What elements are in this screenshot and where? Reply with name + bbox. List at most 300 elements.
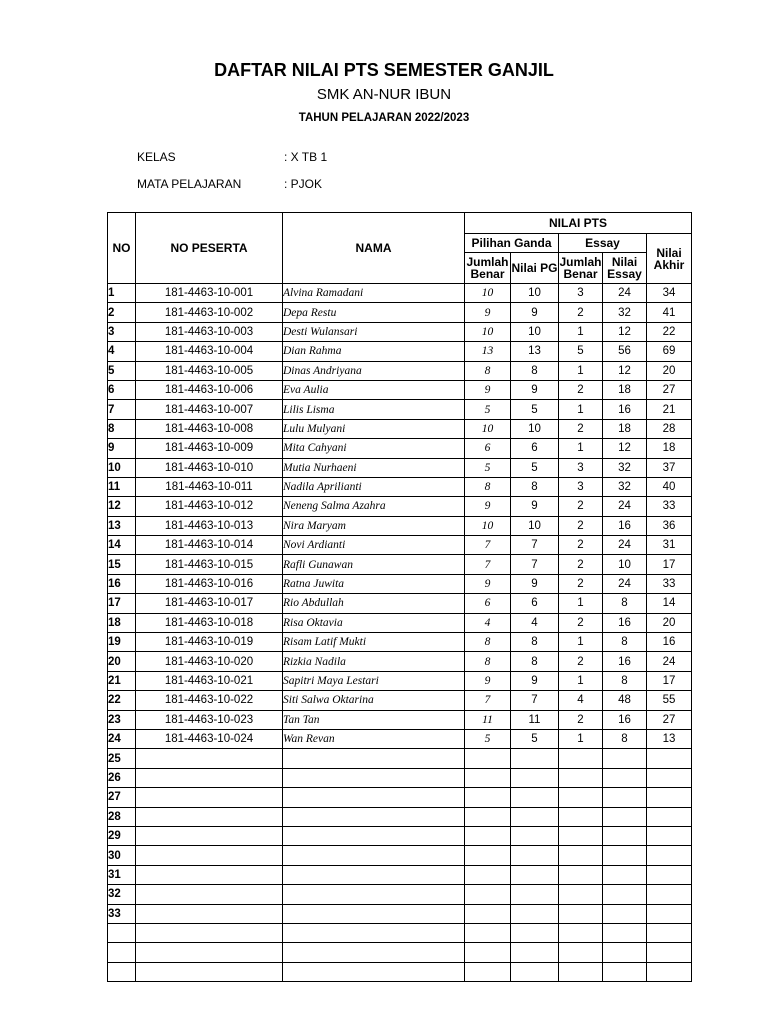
cell-pg-jumlah-benar: [465, 865, 511, 884]
cell-pg-jumlah-benar: [465, 885, 511, 904]
cell-nilai-essay: 56: [603, 342, 647, 361]
cell-nilai-pg: [511, 885, 559, 904]
table-row: [108, 458, 692, 477]
cell-pg-jumlah-benar: 13: [465, 342, 511, 361]
cell-nilai-essay: [603, 865, 647, 884]
mapel-label: MATA PELAJARAN: [137, 177, 242, 191]
cell-nilai-akhir: 34: [647, 284, 692, 303]
cell-no-peserta: 181-4463-10-022: [136, 691, 283, 710]
table-row: [108, 419, 692, 438]
cell-essay-jumlah-benar: [559, 885, 603, 904]
table-row: [108, 729, 692, 748]
cell-no-peserta: 181-4463-10-021: [136, 671, 283, 690]
cell-nilai-pg: [511, 865, 559, 884]
cell-essay-jumlah-benar: 2: [559, 574, 603, 593]
cell-nilai-essay: [603, 962, 647, 981]
cell-no-peserta: 181-4463-10-018: [136, 613, 283, 632]
cell-essay-jumlah-benar: 1: [559, 633, 603, 652]
cell-nilai-essay: 16: [603, 652, 647, 671]
cell-nilai-essay: [603, 807, 647, 826]
cell-nilai-pg: 6: [511, 594, 559, 613]
cell-nilai-akhir: [647, 904, 692, 923]
cell-essay-jumlah-benar: [559, 865, 603, 884]
cell-nilai-essay: [603, 749, 647, 768]
cell-pg-jumlah-benar: 9: [465, 303, 511, 322]
cell-nama: Nira Maryam: [283, 516, 465, 535]
cell-no-peserta: 181-4463-10-006: [136, 380, 283, 399]
grades-table: [107, 212, 692, 982]
cell-no: 32: [108, 885, 136, 904]
header-nilai-akhir: [647, 234, 692, 284]
cell-no-peserta: 181-4463-10-020: [136, 652, 283, 671]
cell-no: 18: [108, 613, 136, 632]
cell-nama: [283, 865, 465, 884]
cell-essay-jumlah-benar: 3: [559, 458, 603, 477]
school-name: SMK AN-NUR IBUN: [316, 86, 452, 103]
cell-nilai-akhir: 17: [647, 671, 692, 690]
table-row: [108, 846, 692, 865]
table-row: [108, 788, 692, 807]
cell-nama: Novi Ardianti: [283, 536, 465, 555]
cell-pg-jumlah-benar: 9: [465, 671, 511, 690]
cell-no: 10: [108, 458, 136, 477]
header-essay-jumlah-line1: Jumlah: [559, 255, 602, 269]
cell-no: 3: [108, 322, 136, 341]
cell-nilai-akhir: [647, 885, 692, 904]
cell-nilai-pg: 8: [511, 633, 559, 652]
cell-nama: [283, 943, 465, 962]
cell-nilai-essay: 8: [603, 633, 647, 652]
table-row: [108, 865, 692, 884]
cell-nilai-akhir: 31: [647, 536, 692, 555]
cell-nama: [283, 846, 465, 865]
cell-pg-jumlah-benar: 10: [465, 284, 511, 303]
table-row: [108, 613, 692, 632]
cell-essay-jumlah-benar: [559, 788, 603, 807]
cell-essay-jumlah-benar: 2: [559, 303, 603, 322]
cell-no: 33: [108, 904, 136, 923]
cell-nilai-pg: 8: [511, 477, 559, 496]
cell-nama: Sapitri Maya Lestari: [283, 671, 465, 690]
cell-nilai-pg: 13: [511, 342, 559, 361]
cell-nilai-pg: 7: [511, 555, 559, 574]
cell-no: 28: [108, 807, 136, 826]
cell-nama: Dinas Andriyana: [283, 361, 465, 380]
header-no-peserta: NO PESERTA: [136, 213, 283, 284]
table-row: [108, 594, 692, 613]
cell-nilai-essay: 18: [603, 419, 647, 438]
cell-essay-jumlah-benar: 2: [559, 497, 603, 516]
cell-no-peserta: 181-4463-10-002: [136, 303, 283, 322]
header-nilai-pg: Nilai PG: [511, 253, 559, 284]
cell-essay-jumlah-benar: 2: [559, 652, 603, 671]
cell-no-peserta: 181-4463-10-019: [136, 633, 283, 652]
header-essay-jumlah-line2: Benar: [563, 267, 598, 281]
cell-pg-jumlah-benar: 8: [465, 633, 511, 652]
cell-no: 4: [108, 342, 136, 361]
cell-nama: Tan Tan: [283, 710, 465, 729]
cell-no-peserta: 181-4463-10-008: [136, 419, 283, 438]
cell-nilai-pg: 10: [511, 516, 559, 535]
cell-no: 30: [108, 846, 136, 865]
cell-nilai-akhir: 40: [647, 477, 692, 496]
table-row: [108, 962, 692, 981]
cell-nilai-akhir: 18: [647, 439, 692, 458]
cell-no: 23: [108, 710, 136, 729]
cell-nilai-akhir: [647, 865, 692, 884]
cell-no-peserta: 181-4463-10-017: [136, 594, 283, 613]
table-row: [108, 574, 692, 593]
cell-nilai-essay: 8: [603, 729, 647, 748]
cell-nilai-pg: 11: [511, 710, 559, 729]
cell-pg-jumlah-benar: [465, 788, 511, 807]
cell-nilai-essay: 12: [603, 361, 647, 380]
table-row: [108, 516, 692, 535]
cell-pg-jumlah-benar: 11: [465, 710, 511, 729]
kelas-label: KELAS: [137, 150, 176, 164]
header-nilai-essay-line2: Essay: [607, 267, 642, 281]
cell-pg-jumlah-benar: 9: [465, 380, 511, 399]
cell-essay-jumlah-benar: [559, 768, 603, 787]
cell-pg-jumlah-benar: [465, 962, 511, 981]
cell-nilai-akhir: [647, 943, 692, 962]
cell-nilai-essay: [603, 846, 647, 865]
cell-pg-jumlah-benar: 5: [465, 729, 511, 748]
cell-nilai-essay: [603, 788, 647, 807]
table-row: [108, 342, 692, 361]
cell-nama: Mita Cahyani: [283, 439, 465, 458]
cell-nilai-essay: 16: [603, 400, 647, 419]
cell-no: 13: [108, 516, 136, 535]
table-row: [108, 439, 692, 458]
cell-essay-jumlah-benar: [559, 749, 603, 768]
table-row: [108, 904, 692, 923]
table-row: [108, 633, 692, 652]
cell-pg-jumlah-benar: 6: [465, 439, 511, 458]
cell-nama: [283, 807, 465, 826]
cell-nilai-essay: [603, 943, 647, 962]
cell-pg-jumlah-benar: 5: [465, 458, 511, 477]
cell-nilai-akhir: [647, 846, 692, 865]
cell-essay-jumlah-benar: [559, 923, 603, 942]
cell-nilai-essay: 16: [603, 613, 647, 632]
cell-pg-jumlah-benar: 8: [465, 361, 511, 380]
cell-nilai-pg: [511, 807, 559, 826]
cell-pg-jumlah-benar: [465, 943, 511, 962]
cell-nilai-akhir: 16: [647, 633, 692, 652]
table-row: [108, 477, 692, 496]
cell-nilai-pg: 9: [511, 671, 559, 690]
cell-no: 7: [108, 400, 136, 419]
cell-essay-jumlah-benar: 3: [559, 477, 603, 496]
cell-nilai-essay: 18: [603, 380, 647, 399]
cell-nilai-akhir: [647, 749, 692, 768]
cell-essay-jumlah-benar: 1: [559, 400, 603, 419]
cell-no-peserta: [136, 904, 283, 923]
cell-nilai-pg: 4: [511, 613, 559, 632]
cell-no-peserta: [136, 826, 283, 845]
cell-no: 24: [108, 729, 136, 748]
header-pg-jumlah-line1: Jumlah: [466, 255, 509, 269]
cell-nilai-akhir: 28: [647, 419, 692, 438]
cell-no: 2: [108, 303, 136, 322]
cell-nama: [283, 885, 465, 904]
header-nama: NAMA: [283, 213, 465, 284]
cell-no-peserta: 181-4463-10-003: [136, 322, 283, 341]
cell-nama: Wan Revan: [283, 729, 465, 748]
cell-nilai-pg: 10: [511, 284, 559, 303]
cell-nilai-pg: [511, 846, 559, 865]
cell-nama: [283, 962, 465, 981]
cell-no-peserta: [136, 943, 283, 962]
cell-nama: [283, 749, 465, 768]
cell-nilai-akhir: 27: [647, 710, 692, 729]
cell-nilai-akhir: 14: [647, 594, 692, 613]
cell-no: 6: [108, 380, 136, 399]
cell-pg-jumlah-benar: [465, 846, 511, 865]
cell-nama: Lulu Mulyani: [283, 419, 465, 438]
cell-nilai-essay: 24: [603, 536, 647, 555]
cell-no: 26: [108, 768, 136, 787]
cell-pg-jumlah-benar: 8: [465, 477, 511, 496]
cell-nilai-akhir: 27: [647, 380, 692, 399]
cell-nama: [283, 788, 465, 807]
cell-nama: Alvina Ramadani: [283, 284, 465, 303]
cell-essay-jumlah-benar: 2: [559, 710, 603, 729]
cell-nilai-essay: 12: [603, 322, 647, 341]
cell-essay-jumlah-benar: 1: [559, 594, 603, 613]
cell-pg-jumlah-benar: [465, 923, 511, 942]
cell-pg-jumlah-benar: 9: [465, 497, 511, 516]
cell-no: [108, 943, 136, 962]
cell-no: 21: [108, 671, 136, 690]
cell-nilai-essay: 32: [603, 303, 647, 322]
table-row: [108, 361, 692, 380]
header-nilai-essay: [603, 253, 647, 284]
academic-year: TAHUN PELAJARAN 2022/2023: [298, 112, 470, 124]
cell-pg-jumlah-benar: [465, 826, 511, 845]
cell-essay-jumlah-benar: [559, 904, 603, 923]
table-row: [108, 885, 692, 904]
cell-nilai-essay: 10: [603, 555, 647, 574]
cell-pg-jumlah-benar: 10: [465, 516, 511, 535]
table-row: [108, 497, 692, 516]
cell-nilai-akhir: 21: [647, 400, 692, 419]
mapel-value: : PJOK: [284, 177, 323, 191]
cell-essay-jumlah-benar: [559, 846, 603, 865]
cell-no: 20: [108, 652, 136, 671]
cell-pg-jumlah-benar: 7: [465, 555, 511, 574]
cell-no: 25: [108, 749, 136, 768]
cell-no: 12: [108, 497, 136, 516]
table-row: [108, 400, 692, 419]
cell-pg-jumlah-benar: 9: [465, 574, 511, 593]
cell-nilai-pg: 8: [511, 361, 559, 380]
cell-nama: Risam Latif Mukti: [283, 633, 465, 652]
cell-nilai-pg: 10: [511, 322, 559, 341]
cell-nilai-pg: [511, 826, 559, 845]
cell-no: 9: [108, 439, 136, 458]
page-title: DAFTAR NILAI PTS SEMESTER GANJIL: [214, 60, 554, 80]
table-row: [108, 303, 692, 322]
cell-no-peserta: 181-4463-10-011: [136, 477, 283, 496]
cell-nilai-pg: 5: [511, 400, 559, 419]
header-nilai-essay-line1: Nilai: [611, 255, 638, 269]
cell-nilai-akhir: 41: [647, 303, 692, 322]
cell-pg-jumlah-benar: 5: [465, 400, 511, 419]
cell-nama: Lilis Lisma: [283, 400, 465, 419]
cell-nilai-akhir: 17: [647, 555, 692, 574]
cell-nama: [283, 904, 465, 923]
cell-pg-jumlah-benar: 6: [465, 594, 511, 613]
cell-no-peserta: [136, 885, 283, 904]
cell-nilai-akhir: 20: [647, 361, 692, 380]
cell-essay-jumlah-benar: 2: [559, 516, 603, 535]
cell-essay-jumlah-benar: [559, 807, 603, 826]
cell-no: 19: [108, 633, 136, 652]
cell-nama: Depa Restu: [283, 303, 465, 322]
cell-no: [108, 962, 136, 981]
cell-nilai-pg: 8: [511, 652, 559, 671]
cell-nilai-essay: 32: [603, 458, 647, 477]
cell-essay-jumlah-benar: 1: [559, 361, 603, 380]
cell-no-peserta: [136, 923, 283, 942]
cell-essay-jumlah-benar: [559, 826, 603, 845]
grades-table-body: [108, 284, 692, 982]
cell-pg-jumlah-benar: 10: [465, 419, 511, 438]
kelas-value: : X TB 1: [284, 150, 328, 164]
cell-no-peserta: 181-4463-10-024: [136, 729, 283, 748]
cell-no: 31: [108, 865, 136, 884]
cell-nilai-pg: [511, 923, 559, 942]
cell-essay-jumlah-benar: 2: [559, 380, 603, 399]
cell-no-peserta: [136, 865, 283, 884]
cell-nama: [283, 923, 465, 942]
cell-nilai-essay: [603, 768, 647, 787]
cell-no-peserta: [136, 749, 283, 768]
cell-essay-jumlah-benar: [559, 943, 603, 962]
header-nilai-akhir-line1: Nilai: [656, 245, 682, 260]
table-row: [108, 749, 692, 768]
cell-no: 11: [108, 477, 136, 496]
header-pilihan-ganda: Pilihan Ganda: [465, 234, 559, 253]
cell-essay-jumlah-benar: 5: [559, 342, 603, 361]
cell-no: 29: [108, 826, 136, 845]
cell-nilai-pg: 7: [511, 536, 559, 555]
cell-nilai-akhir: 13: [647, 729, 692, 748]
cell-nilai-pg: [511, 749, 559, 768]
cell-essay-jumlah-benar: 2: [559, 419, 603, 438]
cell-nama: Rio Abdullah: [283, 594, 465, 613]
cell-essay-jumlah-benar: 1: [559, 729, 603, 748]
cell-pg-jumlah-benar: [465, 904, 511, 923]
table-row: [108, 826, 692, 845]
table-row: [108, 380, 692, 399]
header-nilai-pts: NILAI PTS: [465, 213, 692, 234]
cell-nilai-akhir: [647, 923, 692, 942]
cell-no-peserta: [136, 788, 283, 807]
cell-nilai-essay: 24: [603, 574, 647, 593]
cell-pg-jumlah-benar: 10: [465, 322, 511, 341]
cell-nilai-essay: 16: [603, 516, 647, 535]
cell-nilai-pg: 5: [511, 729, 559, 748]
cell-nilai-pg: [511, 943, 559, 962]
cell-nilai-essay: [603, 826, 647, 845]
cell-nilai-essay: 16: [603, 710, 647, 729]
cell-nama: Neneng Salma Azahra: [283, 497, 465, 516]
cell-nilai-akhir: 20: [647, 613, 692, 632]
cell-nilai-essay: 8: [603, 594, 647, 613]
cell-nilai-pg: 7: [511, 691, 559, 710]
cell-nama: Rizkia Nadila: [283, 652, 465, 671]
table-row: [108, 284, 692, 303]
cell-nilai-akhir: 69: [647, 342, 692, 361]
cell-nilai-pg: 6: [511, 439, 559, 458]
table-row: [108, 652, 692, 671]
header-pg-jumlah-benar: [465, 253, 511, 284]
cell-essay-jumlah-benar: 2: [559, 613, 603, 632]
cell-nilai-essay: 8: [603, 671, 647, 690]
cell-essay-jumlah-benar: 1: [559, 322, 603, 341]
cell-no: 17: [108, 594, 136, 613]
header-pg-jumlah-line2: Benar: [470, 267, 505, 281]
cell-nilai-pg: 9: [511, 380, 559, 399]
cell-no: 16: [108, 574, 136, 593]
cell-nilai-pg: [511, 904, 559, 923]
cell-nilai-akhir: 37: [647, 458, 692, 477]
header-essay-jumlah-benar: [559, 253, 603, 284]
cell-pg-jumlah-benar: 4: [465, 613, 511, 632]
table-row: [108, 768, 692, 787]
cell-nilai-akhir: 22: [647, 322, 692, 341]
table-row: [108, 943, 692, 962]
cell-pg-jumlah-benar: 8: [465, 652, 511, 671]
cell-nilai-pg: [511, 768, 559, 787]
header-no: NO: [108, 213, 136, 284]
table-row: [108, 322, 692, 341]
cell-no-peserta: 181-4463-10-007: [136, 400, 283, 419]
header-essay: Essay: [559, 234, 647, 253]
cell-no-peserta: [136, 768, 283, 787]
cell-nilai-akhir: 33: [647, 497, 692, 516]
cell-essay-jumlah-benar: 2: [559, 555, 603, 574]
cell-nilai-pg: 9: [511, 497, 559, 516]
cell-nama: Ratna Juwita: [283, 574, 465, 593]
cell-no: [108, 923, 136, 942]
cell-essay-jumlah-benar: 1: [559, 671, 603, 690]
cell-nilai-akhir: 33: [647, 574, 692, 593]
table-row: [108, 536, 692, 555]
cell-no-peserta: 181-4463-10-005: [136, 361, 283, 380]
cell-no: 14: [108, 536, 136, 555]
cell-no-peserta: 181-4463-10-010: [136, 458, 283, 477]
cell-no: 1: [108, 284, 136, 303]
cell-nilai-essay: [603, 904, 647, 923]
cell-nama: [283, 768, 465, 787]
cell-nama: Desti Wulansari: [283, 322, 465, 341]
cell-no-peserta: 181-4463-10-004: [136, 342, 283, 361]
cell-essay-jumlah-benar: 4: [559, 691, 603, 710]
cell-no: 27: [108, 788, 136, 807]
cell-nama: Risa Oktavia: [283, 613, 465, 632]
cell-nilai-pg: [511, 788, 559, 807]
cell-nilai-akhir: [647, 768, 692, 787]
cell-nilai-pg: 10: [511, 419, 559, 438]
cell-nilai-essay: [603, 885, 647, 904]
cell-pg-jumlah-benar: [465, 807, 511, 826]
cell-nama: [283, 826, 465, 845]
cell-essay-jumlah-benar: 1: [559, 439, 603, 458]
